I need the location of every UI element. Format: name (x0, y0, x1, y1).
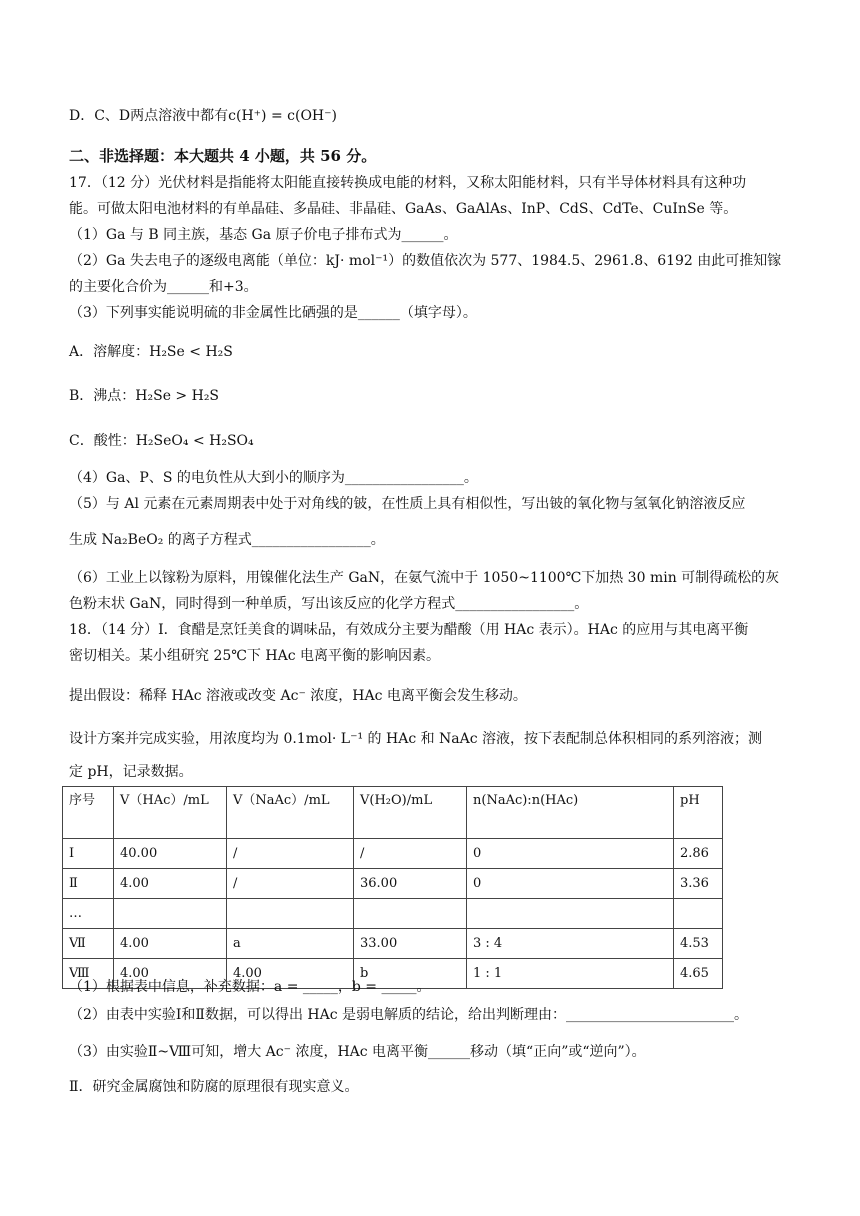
table-cell: a (227, 929, 354, 959)
q18-design-line2: 定 pH，记录数据。 (69, 764, 193, 780)
table-cell: / (227, 869, 354, 899)
q18-part2: （2）由表中实验Ⅰ和Ⅱ数据，可以得出 HAc 是弱电解质的结论，给出判断理由：________________________。 (69, 1007, 749, 1023)
table-header-cell: pH (674, 787, 723, 839)
table-header-cell: 序号 (63, 787, 114, 839)
table-cell: 2.86 (674, 839, 723, 869)
table-cell: / (227, 839, 354, 869)
table-header-cell: V（NaAc）/mL (227, 787, 354, 839)
table-cell: Ⅶ (63, 929, 114, 959)
table-row (63, 899, 723, 929)
table-cell: … (63, 899, 114, 929)
table-header-cell: n(NaAc):n(HAc) (467, 787, 674, 839)
section-heading: 二、非选择题：本大题共 4 小题，共 56 分。 (69, 147, 377, 165)
table-cell: Ⅰ (63, 839, 114, 869)
q18-intro-line1: 18．（14 分）Ⅰ．食醋是烹饪美食的调味品，有效成分主要为醋酸（用 HAc 表示）。HAc 的应用与其电离平衡 (69, 622, 749, 638)
table-cell: 1 : 1 (467, 959, 674, 989)
q18-hypothesis: 提出假设：稀释 HAc 溶液或改变 Ac⁻ 浓度，HAc 电离平衡会发生移动。 (69, 688, 527, 704)
table-cell: b (354, 959, 467, 989)
q18-intro-line2: 密切相关。某小组研究 25℃下 HAc 电离平衡的影响因素。 (69, 648, 440, 664)
q17-part4: （4）Ga、P、S 的电负性从大到小的顺序为_________________。 (69, 470, 478, 486)
q18-design-line1: 设计方案并完成实验，用浓度均为 0.1mol· L⁻¹ 的 HAc 和 NaAc 溶液，按下表配制总体积相同的系列溶液；测 (69, 731, 763, 747)
table-cell: 3 : 4 (467, 929, 674, 959)
table-cell: 4.00 (114, 959, 227, 989)
table-cell: 4.53 (674, 929, 723, 959)
table-cell: 4.00 (227, 959, 354, 989)
table-cell: Ⅱ (63, 869, 114, 899)
table-row (63, 929, 723, 959)
table-header-cell: V(H₂O)/mL (354, 787, 467, 839)
q17-option-a: A．溶解度：H₂Se < H₂S (69, 344, 233, 360)
q17-option-b: B．沸点：H₂Se > H₂S (69, 388, 220, 404)
table-row (63, 869, 723, 899)
q18-part-ii: Ⅱ．研究金属腐蚀和防腐的原理很有现实意义。 (69, 1079, 359, 1095)
q17-part6-line2: 色粉末状 GaN，同时得到一种单质，写出该反应的化学方程式_________________。 (69, 596, 589, 612)
q18-part3: （3）由实验Ⅱ~Ⅷ可知，增大 Ac⁻ 浓度，HAc 电离平衡______移动（填“正向”或“逆向”）。 (69, 1044, 646, 1060)
table-cell: 40.00 (114, 839, 227, 869)
table-header-row (63, 787, 723, 839)
table-cell: Ⅷ (63, 959, 114, 989)
table-cell (354, 899, 467, 929)
table-cell: 0 (467, 839, 674, 869)
table-cell (674, 899, 723, 929)
table-header-cell: V（HAc）/mL (114, 787, 227, 839)
table-row (63, 839, 723, 869)
q17-intro-line2: 能。可做太阳电池材料的有单晶硅、多晶硅、非晶硅、GaAs、GaAlAs、InP、CdS、CdTe、CuInSe 等。 (69, 201, 738, 217)
table-cell: 3.36 (674, 869, 723, 899)
data-table (62, 786, 723, 989)
table-cell (114, 899, 227, 929)
table-cell: 36.00 (354, 869, 467, 899)
table-cell: / (354, 839, 467, 869)
table-cell (467, 899, 674, 929)
q17-option-c: C．酸性：H₂SeO₄ < H₂SO₄ (69, 433, 254, 449)
table-cell: 4.00 (114, 869, 227, 899)
q17-part5-line2: 生成 Na₂BeO₂ 的离子方程式_________________。 (69, 532, 385, 548)
table-cell: 33.00 (354, 929, 467, 959)
table-cell (227, 899, 354, 929)
q17-part2-line2: 的主要化合价为______和+3。 (69, 279, 258, 295)
table-cell: 4.00 (114, 929, 227, 959)
option-d: D．C、D两点溶液中都有c(H⁺) = c(OH⁻) (69, 108, 337, 124)
q17-part5-line1: （5）与 Al 元素在元素周期表中处于对角线的铍，在性质上具有相似性，写出铍的氧化物与氢氧化钠溶液反应 (69, 496, 746, 512)
q17-part2-line1: （2）Ga 失去电子的逐级电离能（单位：kJ· mol⁻¹）的数值依次为 577、1984.5、2961.8、6192 由此可推知镓 (69, 253, 782, 269)
q18-part1: （1）根据表中信息，补充数据：a = _____，b = _____。 (69, 979, 431, 995)
q17-part1: （1）Ga 与 B 同主族，基态 Ga 原子价电子排布式为______。 (69, 227, 458, 243)
table-cell: 4.65 (674, 959, 723, 989)
q17-part6-line1: （6）工业上以镓粉为原料，用镍催化法生产 GaN，在氨气流中于 1050~1100℃下加热 30 min 可制得疏松的灰 (69, 570, 780, 586)
q17-part3: （3）下列事实能说明硫的非金属性比硒强的是______（填字母）。 (69, 305, 477, 321)
table-cell: 0 (467, 869, 674, 899)
q17-intro-line1: 17．（12 分）光伏材料是指能将太阳能直接转换成电能的材料，又称太阳能材料，只有半导体材料具有这种功 (69, 175, 747, 191)
